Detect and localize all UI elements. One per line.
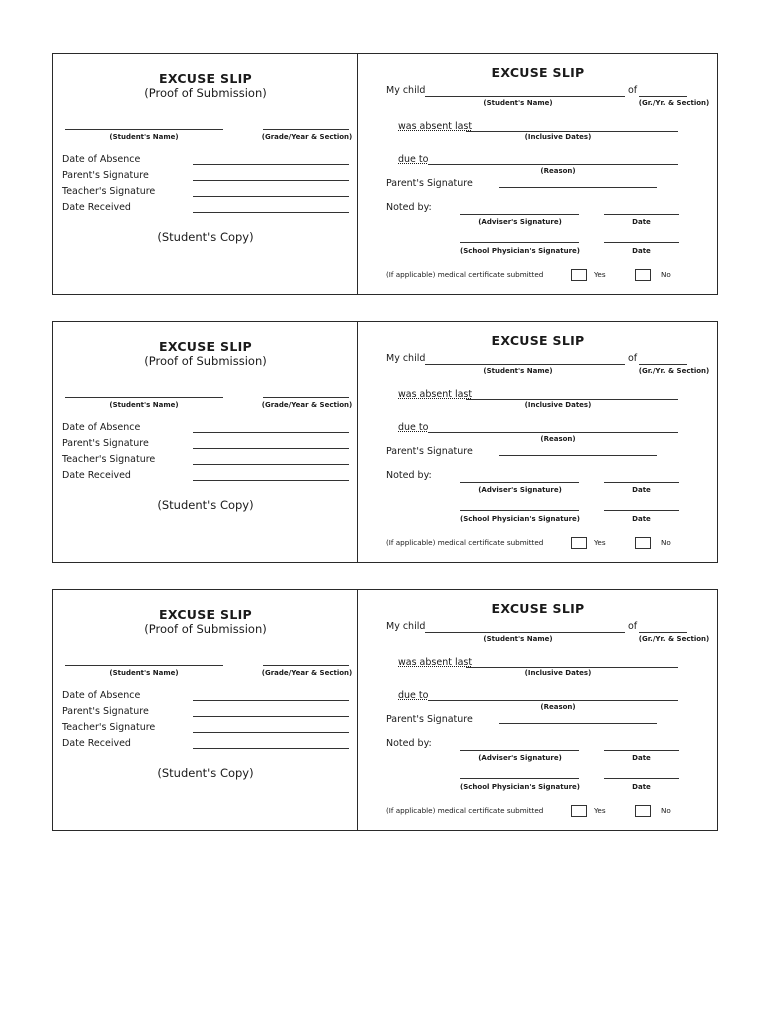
medical-certificate-note: (If applicable) medical certificate submitted xyxy=(386,538,544,547)
no-checkbox[interactable] xyxy=(635,805,651,817)
of-label: of xyxy=(628,621,638,632)
yes-label: Yes xyxy=(594,270,606,279)
grade-caption: (Gr./Yr. & Section) xyxy=(638,99,710,107)
adviser-date-line[interactable] xyxy=(604,750,679,751)
grade-line[interactable] xyxy=(639,364,687,365)
date-received-line[interactable] xyxy=(193,212,349,213)
grade-line[interactable] xyxy=(263,665,349,666)
yes-checkbox[interactable] xyxy=(571,269,587,281)
slip-title: EXCUSE SLIP xyxy=(491,601,585,616)
grade-caption: (Grade/Year & Section) xyxy=(261,133,353,141)
parents-signature-label: Parent's Signature xyxy=(62,706,149,717)
slip-subtitle: (Proof of Submission) xyxy=(144,86,267,100)
medical-certificate-note: (If applicable) medical certificate submitted xyxy=(386,270,544,279)
no-label: No xyxy=(661,806,671,815)
noted-by-label: Noted by: xyxy=(386,202,432,213)
due-to-label: due to xyxy=(398,154,429,165)
date-of-absence-line[interactable] xyxy=(193,164,349,165)
physician-signature-caption: (School Physician's Signature) xyxy=(460,515,580,523)
adviser-date-caption: Date xyxy=(632,218,651,226)
date-of-absence-line[interactable] xyxy=(193,700,349,701)
yes-label: Yes xyxy=(594,538,606,547)
parents-signature-label: Parent's Signature xyxy=(386,178,473,189)
students-copy-label: (Student's Copy) xyxy=(157,498,254,512)
teachers-signature-label: Teacher's Signature xyxy=(62,186,156,197)
reason-line[interactable] xyxy=(428,432,678,433)
students-copy-section xyxy=(53,590,358,830)
parents-signature-line[interactable] xyxy=(499,455,657,456)
inclusive-dates-line[interactable] xyxy=(466,131,678,132)
my-child-label: My child xyxy=(386,621,426,632)
student-name-caption: (Student's Name) xyxy=(109,133,179,141)
students-copy-section xyxy=(53,322,358,562)
physician-date-line[interactable] xyxy=(604,242,679,243)
medical-certificate-note: (If applicable) medical certificate submitted xyxy=(386,806,544,815)
physician-signature-line[interactable] xyxy=(460,242,579,243)
adviser-date-line[interactable] xyxy=(604,214,679,215)
physician-date-caption: Date xyxy=(632,247,651,255)
date-of-absence-label: Date of Absence xyxy=(62,154,141,165)
slip-subtitle: (Proof of Submission) xyxy=(144,354,267,368)
yes-checkbox[interactable] xyxy=(571,805,587,817)
parents-signature-line[interactable] xyxy=(499,723,657,724)
adviser-date-caption: Date xyxy=(632,754,651,762)
grade-caption: (Grade/Year & Section) xyxy=(261,401,353,409)
reason-line[interactable] xyxy=(428,700,678,701)
physician-date-caption: Date xyxy=(632,783,651,791)
student-name-caption: (Student's Name) xyxy=(109,401,179,409)
adviser-signature-line[interactable] xyxy=(460,750,579,751)
date-of-absence-line[interactable] xyxy=(193,432,349,433)
grade-line[interactable] xyxy=(639,632,687,633)
inclusive-dates-caption: (Inclusive Dates) xyxy=(524,669,592,677)
my-child-label: My child xyxy=(386,353,426,364)
slip-title: EXCUSE SLIP xyxy=(158,339,253,354)
inclusive-dates-caption: (Inclusive Dates) xyxy=(524,133,592,141)
school-copy-section xyxy=(358,322,717,562)
adviser-signature-caption: (Adviser's Signature) xyxy=(478,218,562,226)
students-copy-label: (Student's Copy) xyxy=(157,766,254,780)
physician-signature-caption: (School Physician's Signature) xyxy=(460,247,580,255)
excuse-slip-2 xyxy=(52,321,718,563)
physician-signature-caption: (School Physician's Signature) xyxy=(460,783,580,791)
student-name-line[interactable] xyxy=(65,129,223,130)
students-copy-section xyxy=(53,54,358,294)
reason-caption: (Reason) xyxy=(540,703,576,711)
was-absent-last-label: was absent last xyxy=(398,657,473,668)
slip-title: EXCUSE SLIP xyxy=(491,65,585,80)
excuse-slip-1 xyxy=(52,53,718,295)
school-copy-section xyxy=(358,54,717,294)
teachers-signature-line[interactable] xyxy=(193,464,349,465)
teachers-signature-line[interactable] xyxy=(193,196,349,197)
slip-subtitle: (Proof of Submission) xyxy=(144,622,267,636)
reason-caption: (Reason) xyxy=(540,167,576,175)
no-checkbox[interactable] xyxy=(635,269,651,281)
students-copy-label: (Student's Copy) xyxy=(157,230,254,244)
yes-label: Yes xyxy=(594,806,606,815)
school-copy-section xyxy=(358,590,717,830)
student-name-caption: (Student's Name) xyxy=(483,99,553,107)
parents-signature-line[interactable] xyxy=(193,716,349,717)
student-name-caption: (Student's Name) xyxy=(109,669,179,677)
grade-caption: (Gr./Yr. & Section) xyxy=(638,367,710,375)
physician-signature-line[interactable] xyxy=(460,778,579,779)
no-checkbox[interactable] xyxy=(635,537,651,549)
noted-by-label: Noted by: xyxy=(386,470,432,481)
slip-title: EXCUSE SLIP xyxy=(158,607,253,622)
was-absent-last-label: was absent last xyxy=(398,121,473,132)
grade-line[interactable] xyxy=(263,397,349,398)
reason-caption: (Reason) xyxy=(540,435,576,443)
grade-line[interactable] xyxy=(263,129,349,130)
parents-signature-label: Parent's Signature xyxy=(386,714,473,725)
teachers-signature-line[interactable] xyxy=(193,732,349,733)
parents-signature-line[interactable] xyxy=(193,180,349,181)
due-to-label: due to xyxy=(398,690,429,701)
date-received-label: Date Received xyxy=(62,202,131,213)
due-to-label: due to xyxy=(398,422,429,433)
parents-signature-label: Parent's Signature xyxy=(62,170,149,181)
student-name-line[interactable] xyxy=(65,665,223,666)
adviser-signature-caption: (Adviser's Signature) xyxy=(478,486,562,494)
teachers-signature-label: Teacher's Signature xyxy=(62,722,156,733)
inclusive-dates-caption: (Inclusive Dates) xyxy=(524,401,592,409)
slip-title: EXCUSE SLIP xyxy=(491,333,585,348)
inclusive-dates-line[interactable] xyxy=(466,667,678,668)
no-label: No xyxy=(661,270,671,279)
adviser-signature-line[interactable] xyxy=(460,214,579,215)
date-received-line[interactable] xyxy=(193,480,349,481)
grade-caption: (Grade/Year & Section) xyxy=(261,669,353,677)
adviser-date-line[interactable] xyxy=(604,482,679,483)
student-name-caption: (Student's Name) xyxy=(483,367,553,375)
adviser-signature-line[interactable] xyxy=(460,482,579,483)
parents-signature-label: Parent's Signature xyxy=(62,438,149,449)
date-received-label: Date Received xyxy=(62,738,131,749)
physician-date-caption: Date xyxy=(632,515,651,523)
grade-line[interactable] xyxy=(639,96,687,97)
of-label: of xyxy=(628,353,638,364)
date-received-label: Date Received xyxy=(62,470,131,481)
parents-signature-line[interactable] xyxy=(499,187,657,188)
physician-signature-line[interactable] xyxy=(460,510,579,511)
adviser-signature-caption: (Adviser's Signature) xyxy=(478,754,562,762)
reason-line[interactable] xyxy=(428,164,678,165)
student-name-line[interactable] xyxy=(425,632,625,633)
excuse-slip-3 xyxy=(52,589,718,831)
student-name-line[interactable] xyxy=(65,397,223,398)
date-received-line[interactable] xyxy=(193,748,349,749)
noted-by-label: Noted by: xyxy=(386,738,432,749)
grade-caption: (Gr./Yr. & Section) xyxy=(638,635,710,643)
of-label: of xyxy=(628,85,638,96)
slip-title: EXCUSE SLIP xyxy=(158,71,253,86)
physician-date-line[interactable] xyxy=(604,510,679,511)
parents-signature-label: Parent's Signature xyxy=(386,446,473,457)
physician-date-line[interactable] xyxy=(604,778,679,779)
student-name-caption: (Student's Name) xyxy=(483,635,553,643)
date-of-absence-label: Date of Absence xyxy=(62,690,141,701)
my-child-label: My child xyxy=(386,85,426,96)
student-name-line[interactable] xyxy=(425,96,625,97)
inclusive-dates-line[interactable] xyxy=(466,399,678,400)
student-name-line[interactable] xyxy=(425,364,625,365)
was-absent-last-label: was absent last xyxy=(398,389,473,400)
parents-signature-line[interactable] xyxy=(193,448,349,449)
no-label: No xyxy=(661,538,671,547)
adviser-date-caption: Date xyxy=(632,486,651,494)
teachers-signature-label: Teacher's Signature xyxy=(62,454,156,465)
yes-checkbox[interactable] xyxy=(571,537,587,549)
date-of-absence-label: Date of Absence xyxy=(62,422,141,433)
